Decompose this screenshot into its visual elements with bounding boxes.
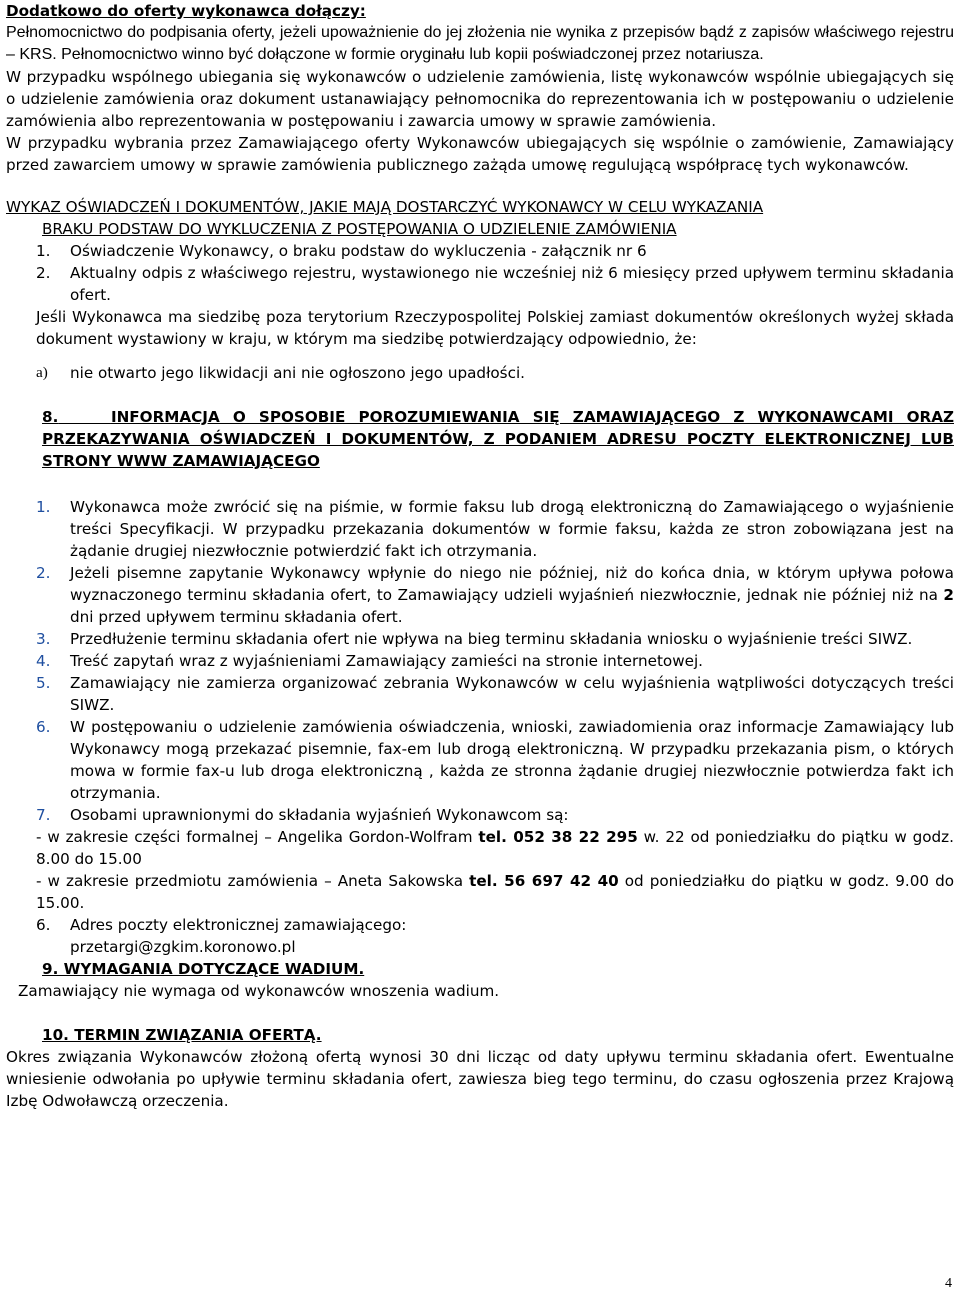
list-item-text: nie otwarto jego likwidacji ani nie ogłoszono jego upadłości. [70,364,525,382]
list-item-text: Treść zapytań wraz z wyjaśnieniami Zamawiający zamieści na stronie internetowej. [70,652,704,670]
text-run: - w zakresie przedmiotu zamówienia – Aneta Sakowska [36,872,470,890]
list-item [36,672,954,716]
list-item [36,562,954,628]
email-label: Adres poczty elektronicznej zamawiającego: [70,916,407,934]
section-9-title: 9. WYMAGANIA DOTYCZĄCE WADIUM. [42,960,365,978]
paragraph-pelnomocnictwo: Pełnomocnictwo do podpisania oferty, jeżeli upoważnienie do jej złożenia nie wynika z przepisów bądź z zapisów właściwego rejestru – KRS. Pełnomocnictwo winno być dołączone w formie oryginału lub kopii poświadczonej przez notariusza. [6,24,954,63]
contact-subject [6,870,954,914]
phone-number: tel. 56 697 42 40 [469,872,619,890]
list-item [36,716,954,804]
list-item-text: W postępowaniu o udzielenie zamówienia oświadczenia, wnioski, zawiadomienia oraz informacje Zamawiający lub Wykonawcy mogą przekazać pisemnie, fax-em lub drogą elektroniczną. W przypadku przekazania pism, o których mowa w formie fax-u lub droga elektroniczną , każda ze stronna żądanie drugiej niezwłocznie potwierdza fakt ich otrzymania. [70,718,954,802]
list-item [36,628,954,650]
list-item-number: 2. [36,264,51,282]
list-item-number: 6. [36,916,51,934]
section-10-title: 10. TERMIN ZWIĄZANIA OFERTĄ. [42,1026,322,1044]
list-item-text: Aktualny odpis z właściwego rejestru, wystawionego nie wcześniej niż 6 miesięcy przed upływem terminu składania ofert. [70,264,954,304]
wykaz-list [6,240,954,306]
list-item-number: 1. [36,242,51,260]
list-item-label: a) [36,364,48,381]
list-item [36,650,954,672]
list-item-number: 3. [36,630,51,648]
list-item-text: Oświadczenie Wykonawcy, o braku podstaw do wykluczenia - załącznik nr 6 [70,242,647,260]
list-item-number: 6. [36,718,51,736]
wykaz-title-1: WYKAZ OŚWIADCZEŃ I DOKUMENTÓW, JAKIE MAJĄ DOSTARCZYĆ WYKONAWCY W CELU WYKAZANIA [6,198,764,216]
text-run: od poniedziałku do piątku w godz. 9.00 do 15.00. [36,872,955,912]
email-address[interactable]: przetargi@zgkim.koronowo.pl [70,938,296,956]
list-item-number: 4. [36,652,51,670]
section-8-heading [6,406,954,472]
phone-number: tel. 052 38 22 295 [478,828,638,846]
list-item [36,804,954,826]
list-item-text [70,562,954,628]
list-item-number: 5. [36,674,51,692]
paragraph-wspolne: W przypadku wspólnego ubiegania się wykonawców o udzielenie zamówienia, listę wykonawców wspólnie ubiegających się o udzielenie zamówienia oraz dokument ustanawiający pełnomocnika do reprezentowania ich w postępowaniu o udzielenie zamówienia albo reprezentowania w postępowaniu i zawarcia umowy w sprawie zamówienia. [6,68,954,130]
document-page [6,0,954,1112]
list-item-text: Osobami uprawnionymi do składania wyjaśnień Wykonawcom są: [70,806,569,824]
list-item-number: 7. [36,806,51,824]
section-8-list [6,496,954,826]
list-item [36,240,954,262]
text-run: w. 22 od poniedziałku do piątku w godz. 8.00 do 15.00 [36,828,954,868]
page-number: 4 [945,1276,952,1291]
text-run: - w zakresie części formalnej – Angelika Gordon-Wolfram [36,828,479,846]
text-run: dni przed upływem terminu składania ofert. [70,608,403,626]
list-item-number: 1. [36,498,51,516]
text-run: Jeżeli pisemne zapytanie Wykonawcy wpłynie do niego nie później, niż do końca dnia, w którym upływa połowa wyznaczonego terminu składania ofert, to Zamawiający udzieli wyjaśnień niezwłocznie, jednak nie później niż na [70,564,954,604]
contact-formal [6,826,954,870]
email-item [6,914,954,936]
section-8-number: 8. [42,408,59,426]
section-9-text: Zamawiający nie wymaga od wykonawców wnoszenia wadium. [18,982,500,1000]
wykaz-title-2: BRAKU PODSTAW DO WYKLUCZENIA Z POSTĘPOWANIA O UDZIELENIE ZAMÓWIENIA [42,220,677,238]
paragraph-jesli: Jeśli Wykonawca ma siedzibę poza terytorium Rzeczypospolitej Polskiej zamiast dokumentów określonych wyżej składa dokument wystawiony w kraju, w którym ma siedzibę potwierdzający odpowiednio, że: [36,308,954,348]
list-item-text: Przedłużenie terminu składania ofert nie wpływa na bieg terminu składania wniosku o wyjaśnienie treści SIWZ. [70,630,913,648]
list-item-number: 2. [36,564,51,582]
section-10-text: Okres związania Wykonawców złożoną ofertą wynosi 30 dni licząc od daty upływu terminu składania ofert. Ewentualne wniesienie odwołania po upływie terminu składania ofert, zawiesza bieg tego terminu, do czasu ogłoszenia przez Krajową Izbę Odwoławczą orzeczenia. [6,1048,954,1110]
text-run-bold: 2 [943,586,954,604]
heading-additional: Dodatkowo do oferty wykonawca dołączy: [6,2,366,20]
list-item-text: Zamawiający nie zamierza organizować zebrania Wykonawców w celu wyjaśnienia wątpliwości dotyczących treści SIWZ. [70,674,954,714]
section-8-title: INFORMACJA O SPOSOBIE POROZUMIEWANIA SIĘ ZAMAWIAJĄCEGO Z WYKONAWCAMI ORAZ PRZEKAZYWANIA OŚWIADCZEŃ I DOKUMENTÓW, Z PODANIEM ADRESU POCZTY ELEKTRONICZNEJ LUB STRONY WWW ZAMAWIAJĄCEGO [42,408,954,470]
list-item [36,262,954,306]
paragraph-wybranie: W przypadku wybrania przez Zamawiającego oferty Wykonawców ubiegających się wspólnie o zamówienie, Zamawiający przed zawarciem umowy w sprawie zamówienia publicznego zażąda umowę regulującą współpracę tych wykonawców. [6,134,954,174]
list-item-a [6,362,954,384]
list-item [36,496,954,562]
list-item-text: Wykonawca może zwrócić się na piśmie, w formie faksu lub drogą elektroniczną do Zamawiającego o wyjaśnienie treści Specyfikacji. W przypadku przekazania dokumentów w formie faksu, każda ze stron zobowiązana jest na żądanie drugiej niezwłocznie potwierdzić fakt ich otrzymania. [70,498,954,560]
